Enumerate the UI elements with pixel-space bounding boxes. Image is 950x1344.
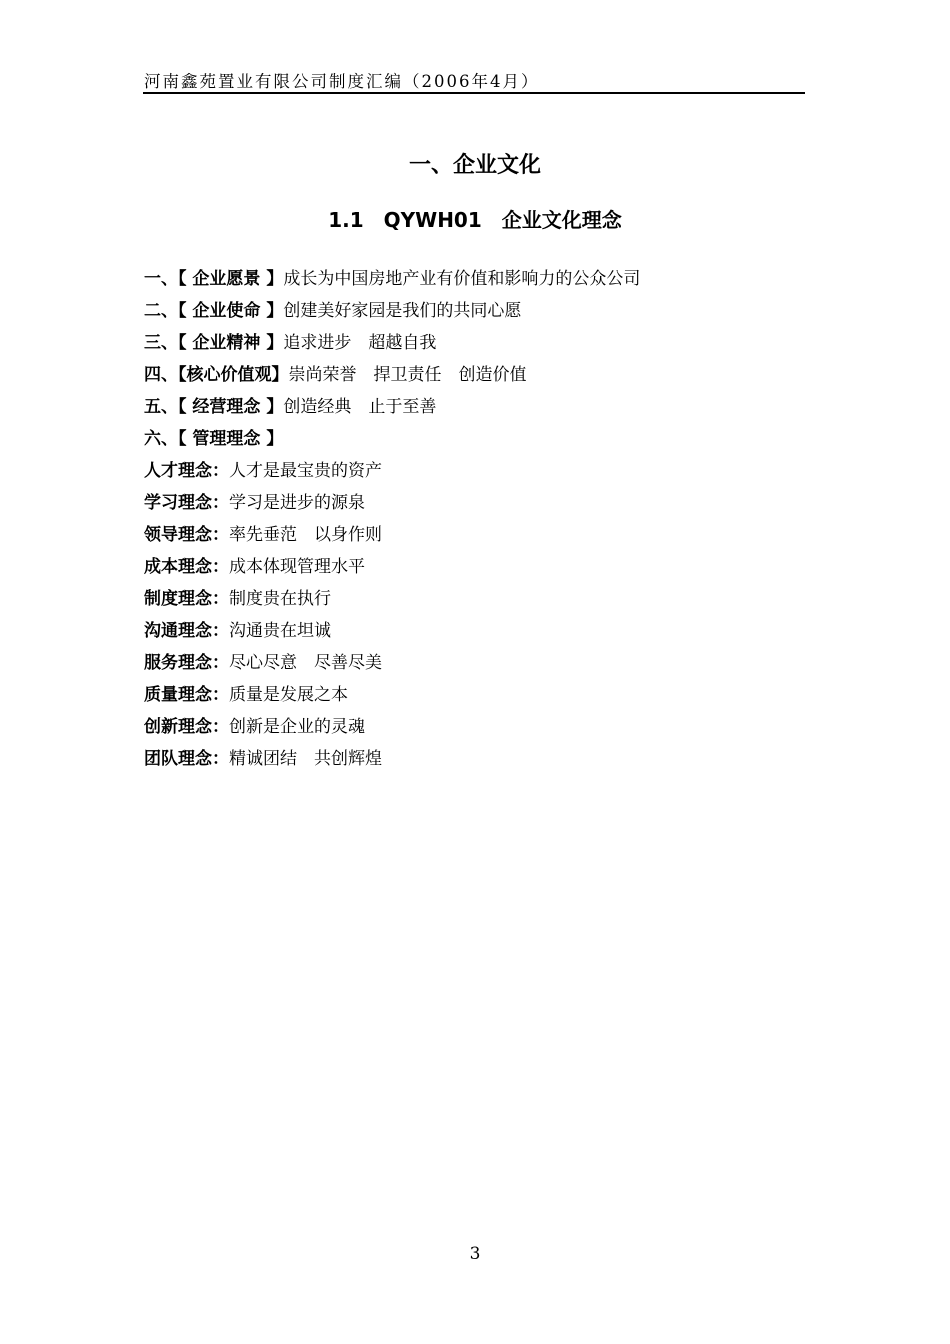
item-text: 率先垂范 以身作则 bbox=[229, 525, 382, 545]
item-text: 制度贵在执行 bbox=[229, 589, 331, 609]
item-text: 人才是最宝贵的资产 bbox=[229, 461, 382, 481]
item-label: 创新理念： bbox=[144, 717, 229, 737]
page-number: 3 bbox=[469, 1244, 481, 1264]
item-text: 创建美好家园是我们的共同心愿 bbox=[283, 301, 522, 321]
list-item-talent bbox=[144, 456, 824, 488]
list-item-leadership bbox=[144, 520, 824, 552]
list-item-system bbox=[144, 584, 824, 616]
header-text: 河南鑫苑置业有限公司制度汇编（2006年4月） bbox=[144, 72, 540, 91]
page-header bbox=[143, 64, 805, 94]
item-label: 学习理念： bbox=[144, 493, 229, 513]
item-label: 领导理念： bbox=[144, 525, 229, 545]
item-label: 二、【 企业使命 】 bbox=[144, 301, 284, 321]
item-text: 创新是企业的灵魂 bbox=[229, 717, 365, 737]
list-item-team bbox=[144, 744, 824, 776]
item-label: 制度理念： bbox=[144, 589, 229, 609]
list-item-management-philosophy bbox=[144, 424, 824, 456]
item-label: 一、【 企业愿景 】 bbox=[144, 269, 284, 289]
item-label: 团队理念： bbox=[144, 749, 229, 769]
culture-list bbox=[144, 264, 824, 776]
item-label: 三、【 企业精神 】 bbox=[144, 333, 284, 353]
item-text: 崇尚荣誉 捍卫责任 创造价值 bbox=[288, 365, 527, 385]
item-label: 人才理念： bbox=[144, 461, 229, 481]
item-label: 沟通理念： bbox=[144, 621, 229, 641]
item-text: 尽心尽意 尽善尽美 bbox=[229, 653, 382, 673]
item-label: 服务理念： bbox=[144, 653, 229, 673]
chapter-title: 一、企业文化 bbox=[408, 153, 541, 178]
item-text: 质量是发展之本 bbox=[229, 685, 348, 705]
section-title: 1.1 QYWH01 企业文化理念 bbox=[328, 208, 622, 232]
list-item-vision bbox=[144, 264, 824, 296]
list-item-innovation bbox=[144, 712, 824, 744]
list-item-spirit bbox=[144, 328, 824, 360]
item-label: 四、【核心价值观】 bbox=[144, 365, 289, 385]
item-text: 学习是进步的源泉 bbox=[229, 493, 365, 513]
item-text: 创造经典 止于至善 bbox=[283, 397, 437, 417]
item-label: 五、【 经营理念 】 bbox=[144, 397, 284, 417]
list-item-core-values bbox=[144, 360, 824, 392]
list-item-mission bbox=[144, 296, 824, 328]
list-item-communication bbox=[144, 616, 824, 648]
list-item-business-philosophy bbox=[144, 392, 824, 424]
item-label: 质量理念： bbox=[144, 685, 229, 705]
item-label: 成本理念： bbox=[144, 557, 229, 577]
list-item-quality bbox=[144, 680, 824, 712]
item-text: 追求进步 超越自我 bbox=[283, 333, 437, 353]
list-item-cost bbox=[144, 552, 824, 584]
list-item-service bbox=[144, 648, 824, 680]
item-text: 成本体现管理水平 bbox=[229, 557, 365, 577]
item-text: 成长为中国房地产业有价值和影响力的公众公司 bbox=[283, 269, 641, 289]
item-text: 精诚团结 共创辉煌 bbox=[229, 749, 382, 769]
list-item-learning bbox=[144, 488, 824, 520]
item-text: 沟通贵在坦诚 bbox=[229, 621, 331, 641]
item-label: 六、【 管理理念 】 bbox=[144, 429, 284, 449]
